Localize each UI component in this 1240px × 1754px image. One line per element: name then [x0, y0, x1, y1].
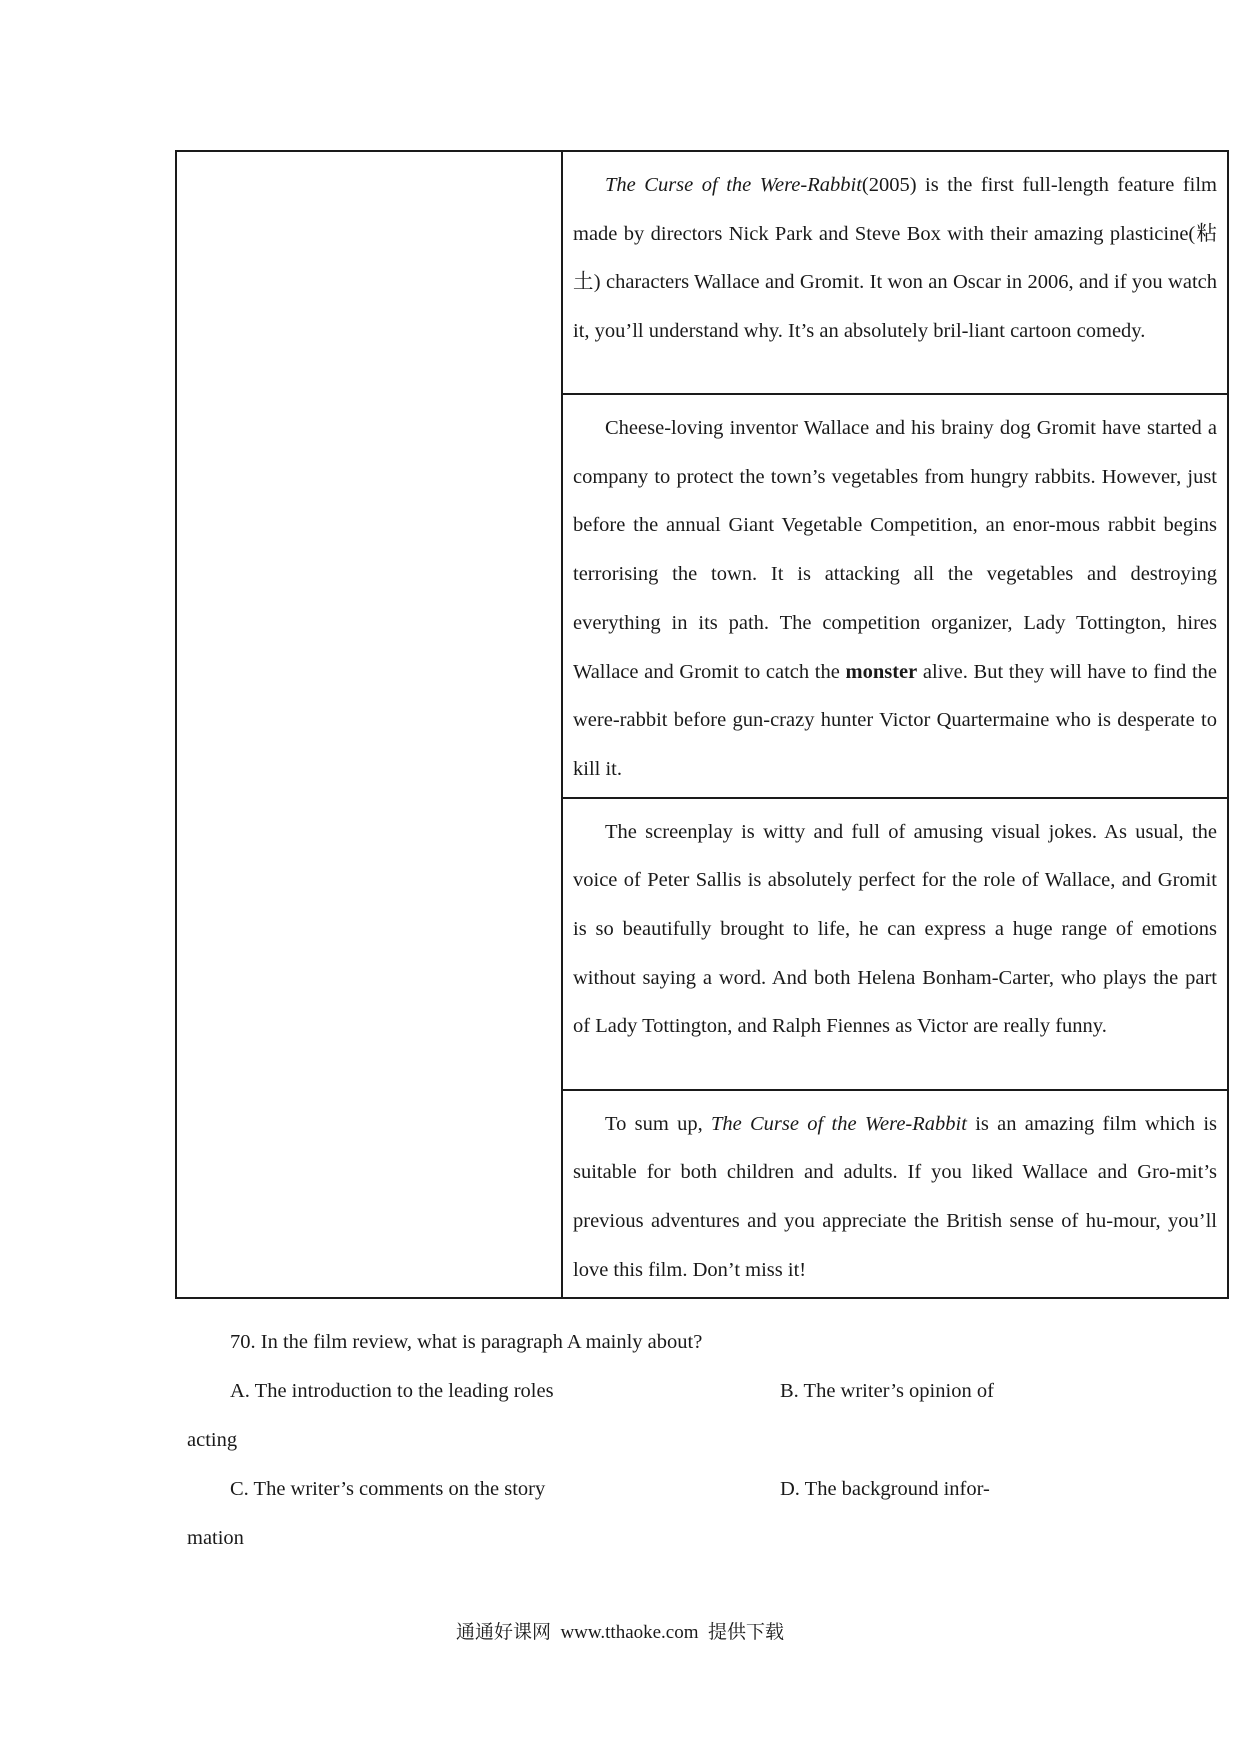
- empty-left-column: [176, 151, 562, 1298]
- page-footer: 通通好课网 www.tthaoke.com 提供下载: [455, 1622, 785, 1643]
- bold-word-monster: monster: [845, 660, 918, 683]
- film-review-table: [175, 150, 1229, 1299]
- review-paragraph-4: To sum up, The Curse of the Were-Rabbit is an amazing film which is suitable for both children and adults. If you liked Wallace and Gro-mit’s previous adventures and you appreciate the British sense of hu-mour, you’ll love this film. Don’t miss it!: [562, 1090, 1228, 1299]
- option-b-continued: acting: [187, 1429, 238, 1451]
- film-title: The Curse of the Were-Rabbit: [605, 174, 862, 196]
- option-c: C. The writer’s comments on the story: [230, 1478, 546, 1500]
- question-70: [187, 1318, 1067, 1563]
- option-b: B. The writer’s opinion of: [780, 1380, 994, 1402]
- option-d: D. The background infor-: [780, 1478, 990, 1500]
- review-paragraph-2: Cheese-loving inventor Wallace and his brainy dog Gromit have started a company to protect the town’s vegetables from hungry rabbits. However, just before the annual Giant Vegetable Competition, an enor-mous rabbit begins terrorising the town. It is attacking all the vegetables and destroying everything in its path. The competition organizer, Lady Tottington, hires Wallace and Gromit to catch the monster alive. But they will have to find the were-rabbit before gun-crazy hunter Victor Quartermaine who is desperate to kill it.: [562, 394, 1228, 798]
- review-paragraph-1: The Curse of the Were-Rabbit(2005) is the first full-length feature film made by directors Nick Park and Steve Box with their amazing plasticine(粘土) characters Wallace and Gromit. It won an Oscar in 2006, and if you watch it, you’ll understand why. It’s an absolutely bril-liant cartoon comedy.: [562, 151, 1228, 394]
- option-d-continued: mation: [187, 1527, 244, 1549]
- question-stem: 70. In the film review, what is paragraph A mainly about?: [230, 1331, 703, 1353]
- film-title: The Curse of the Were-Rabbit: [710, 1112, 967, 1135]
- option-a: A. The introduction to the leading roles: [230, 1380, 554, 1402]
- review-paragraph-3: The screenplay is witty and full of amusing visual jokes. As usual, the voice of Peter Sallis is absolutely perfect for the role of Wallace, and Gromit is so beautifully brought to life, he can express a huge range of emotions without saying a word. And both Helena Bonham-Carter, who plays the part of Lady Tottington, and Ralph Fiennes as Victor are really funny.: [562, 798, 1228, 1090]
